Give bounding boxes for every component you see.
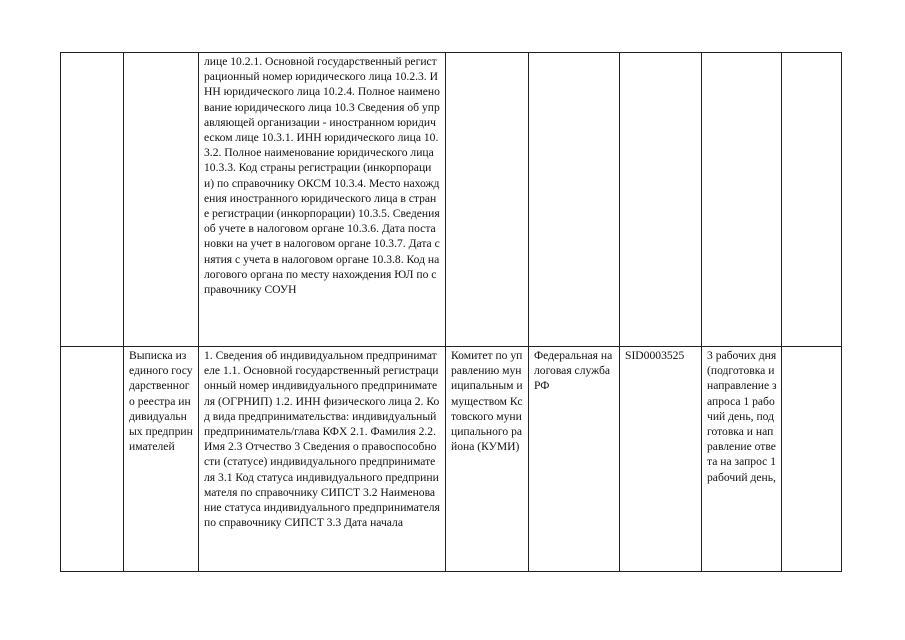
row2-col1-cell	[61, 347, 124, 572]
row1-requester-cell	[446, 53, 529, 347]
table-row	[61, 53, 842, 347]
requirements-table	[60, 52, 842, 572]
row1-document-name-cell	[124, 53, 199, 347]
row1-col8-cell	[782, 53, 842, 347]
table-row	[61, 347, 842, 572]
row1-sid-cell	[620, 53, 702, 347]
row2-document-name-cell: Выписка из единого государственного реестра индивидуальных предпринимателей	[124, 347, 199, 572]
row1-deadline-cell	[702, 53, 782, 347]
row1-requested-data-cell: лице 10.2.1. Основной государственный регистрационный номер юридического лица 10.2.3. ИНН юридического лица 10.2.4. Полное наименование юридического лица 10.3 Сведения об управляющей организации - иностранном юридическом лице 10.3.1. ИНН юридического лица 10.3.2. Полное наименование юридического лица 10.3.3. Код страны регистрации (инкорпорации) по справочнику ОКСМ 10.3.4. Место нахождения иностранного юридического лица в стране регистрации (инкорпорации) 10.3.5. Сведения об учете в налоговом органе 10.3.6. Дата постановки на учет в налоговом органе 10.3.7. Дата снятия с учета в налоговом органе 10.3.8. Код налогового органа по месту нахождения ЮЛ по справочнику СОУН	[199, 53, 446, 347]
row2-requested-data-cell: 1. Сведения об индивидуальном предпринимателе 1.1. Основной государственный регистрационный номер индивидуального предпринимателя (ОГРНИП) 1.2. ИНН физического лица 2. Код вида предпринимательства: индивидуальный предприниматель/глава КФХ 2.1. Фамилия 2.2. Имя 2.3 Отчество 3 Сведения о правоспособности (статусе) индивидуального предпринимателя 3.1 Код статуса индивидуального предпринимателя по справочнику СИПСТ 3.2 Наименование статуса индивидуального предпринимателя по справочнику СИПСТ 3.3 Дата начала	[199, 347, 446, 572]
row1-col1-cell	[61, 53, 124, 347]
row1-provider-cell	[529, 53, 620, 347]
row2-sid-cell: SID0003525	[620, 347, 702, 572]
row2-col8-cell	[782, 347, 842, 572]
row2-requester-cell: Комитет по управлению муниципальным имуществом Кстовского муниципального района (КУМИ)	[446, 347, 529, 572]
row2-provider-cell: Федеральная налоговая служба РФ	[529, 347, 620, 572]
row2-deadline-cell: 3 рабочих дня (подготовка и направление запроса 1 рабочий день, подготовка и направление ответа на запрос 1 рабочий день,	[702, 347, 782, 572]
